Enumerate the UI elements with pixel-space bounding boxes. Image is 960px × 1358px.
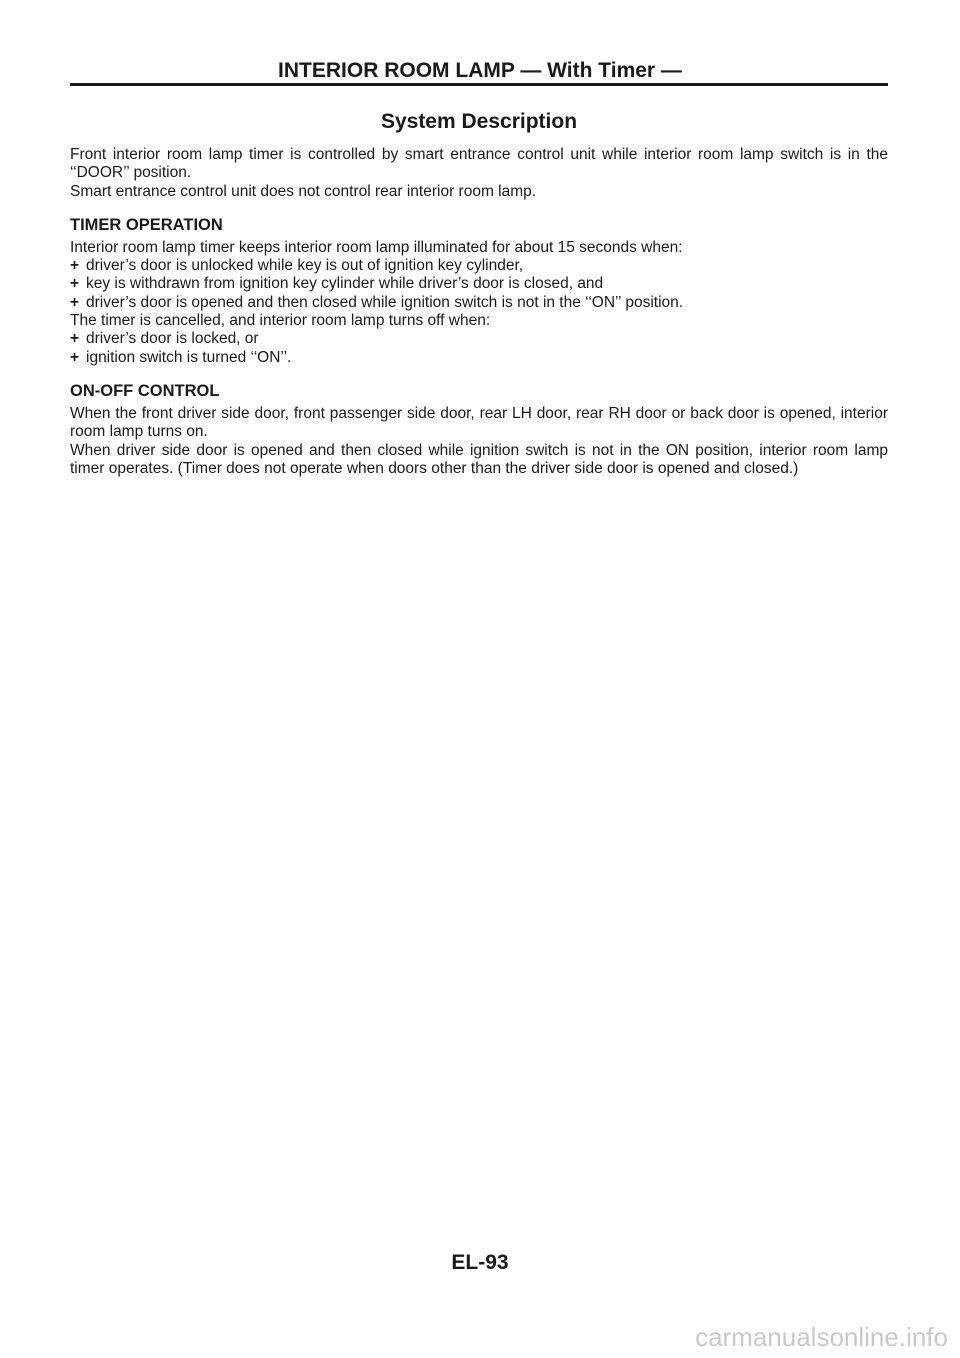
on-off-paragraph-2: When driver side door is opened and then closed while ignition switch is not in the ON position, interior room lamp timer operates. (Timer does not operate when doors other than the driver side door is opened and closed.) bbox=[70, 441, 888, 477]
list-item-text: ignition switch is turned ‘‘ON’’. bbox=[86, 348, 292, 366]
page-header-title: INTERIOR ROOM LAMP — With Timer — bbox=[278, 59, 682, 82]
list-item bbox=[70, 349, 888, 367]
bullet-icon: + bbox=[70, 293, 80, 311]
list-item bbox=[70, 294, 888, 312]
timer-conditions-list bbox=[70, 257, 888, 312]
timer-operation-lead: Interior room lamp timer keeps interior room lamp illuminated for about 15 seconds when: bbox=[70, 238, 683, 256]
list-item-text: driver’s door is locked, or bbox=[86, 330, 259, 348]
list-item bbox=[70, 275, 888, 293]
timer-cancel-list bbox=[70, 330, 888, 367]
section-title: System Description bbox=[380, 110, 578, 133]
main-content bbox=[70, 108, 888, 478]
bullet-icon: + bbox=[70, 257, 80, 275]
on-off-control-heading: ON-OFF CONTROL bbox=[70, 381, 220, 400]
bullet-icon: + bbox=[70, 330, 80, 348]
timer-cancel-lead: The timer is cancelled, and interior room lamp turns off when: bbox=[70, 312, 491, 330]
header-divider bbox=[70, 83, 888, 86]
page-number: EL-93 bbox=[451, 1251, 509, 1274]
list-item-text: driver’s door is opened and then closed while ignition switch is not in the ‘‘ON’’ position. bbox=[86, 293, 684, 311]
bullet-icon: + bbox=[70, 348, 80, 366]
on-off-paragraph-1: When the front driver side door, front passenger side door, rear LH door, rear RH door or back door is opened, interior room lamp turns on. bbox=[70, 404, 888, 441]
list-item bbox=[70, 257, 888, 275]
bullet-icon: + bbox=[70, 275, 80, 293]
list-item-text: driver’s door is unlocked while key is out of ignition key cylinder, bbox=[86, 257, 524, 275]
intro-paragraph-2: Smart entrance control unit does not control rear interior room lamp. bbox=[70, 182, 537, 200]
list-item-text: key is withdrawn from ignition key cylinder while driver’s door is closed, and bbox=[86, 275, 604, 293]
site-watermark: carmanualsonline.info bbox=[695, 1322, 948, 1352]
intro-paragraph-1: Front interior room lamp timer is controlled by smart entrance control unit while interior room lamp switch is in the ‘‘DOOR’’ position. bbox=[70, 146, 888, 182]
timer-operation-heading: TIMER OPERATION bbox=[70, 215, 223, 234]
list-item bbox=[70, 330, 888, 348]
